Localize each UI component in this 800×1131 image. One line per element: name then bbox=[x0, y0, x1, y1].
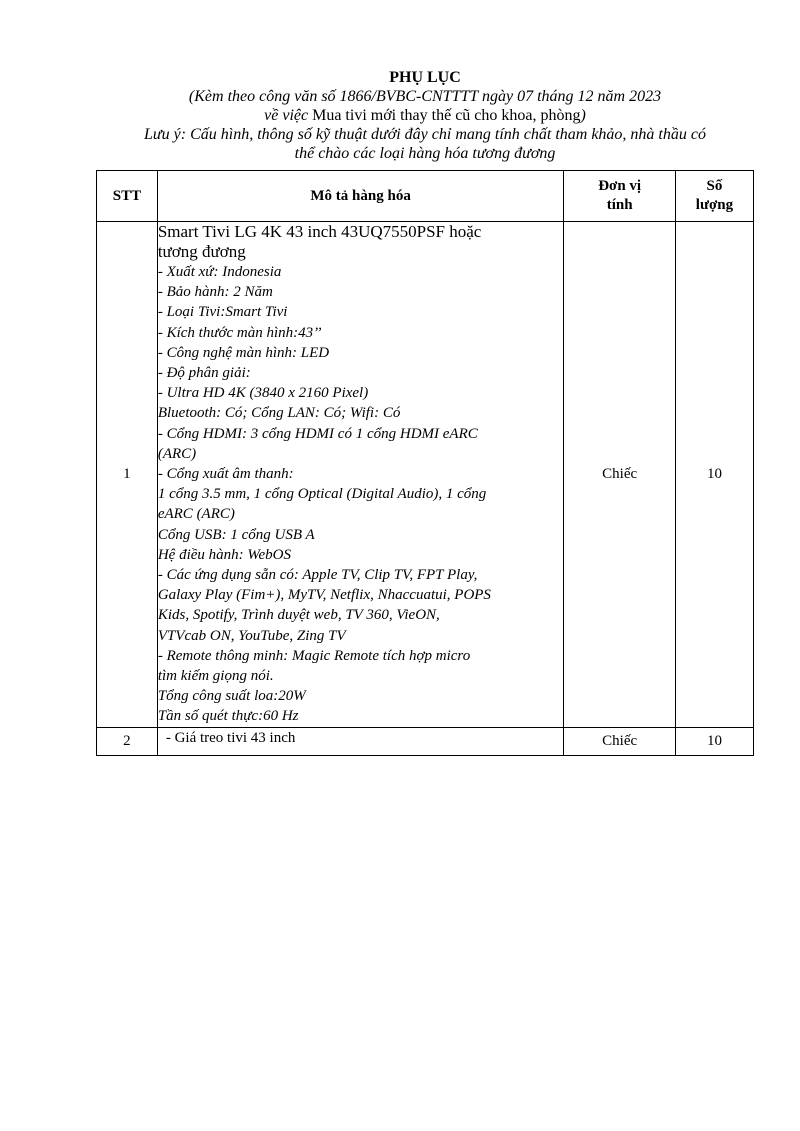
spec-line: Hệ điều hành: WebOS bbox=[157, 546, 291, 563]
subtitle-line-2 bbox=[96, 106, 754, 125]
row-1-unit: Chiếc bbox=[564, 222, 676, 728]
table-row bbox=[97, 727, 754, 755]
subtitle-line-2-prefix: về việc bbox=[264, 107, 309, 124]
header-unit-line-2: tính bbox=[606, 197, 633, 213]
spec-line: tìm kiếm giọng nói. bbox=[157, 668, 274, 685]
header-quantity bbox=[675, 171, 753, 222]
spec-line: Tổng công suất loa:20W bbox=[157, 688, 306, 705]
spec-line: Bluetooth: Có; Cổng LAN: Có; Wifi: Có bbox=[157, 405, 401, 422]
row-1-product-name-line-2: tương đương bbox=[157, 242, 246, 261]
note-line-2: thể chào các loại hàng hóa tương đương bbox=[294, 145, 556, 162]
header-qty-line-2: lượng bbox=[695, 197, 734, 213]
spec-line: eARC (ARC) bbox=[157, 506, 235, 523]
spec-line: - Độ phân giải: bbox=[157, 365, 251, 382]
header-stt: STT bbox=[97, 171, 158, 222]
row-2-description: - Giá treo tivi 43 inch bbox=[157, 727, 564, 755]
row-1-stt: 1 bbox=[97, 222, 158, 728]
spec-line: - Bảo hành: 2 Năm bbox=[157, 284, 273, 301]
row-2-stt: 2 bbox=[97, 727, 158, 755]
spec-line: Tần số quét thực:60 Hz bbox=[157, 708, 299, 725]
spec-line: VTVcab ON, YouTube, Zing TV bbox=[157, 627, 346, 644]
spec-line: - Remote thông minh: Magic Remote tích hợp micro bbox=[157, 647, 471, 664]
row-2-quantity: 10 bbox=[675, 727, 753, 755]
row-1-product-name-line-1: Smart Tivi LG 4K 43 inch 43UQ7550PSF hoặc bbox=[157, 222, 482, 241]
spec-line: - Công nghệ màn hình: LED bbox=[157, 344, 330, 361]
spec-line: Galaxy Play (Fim+), MyTV, Netflix, Nhaccuatui, POPS bbox=[157, 587, 491, 604]
spec-line: (ARC) bbox=[157, 445, 197, 462]
document-header bbox=[96, 68, 754, 163]
page-title: PHỤ LỤC bbox=[389, 69, 461, 86]
subtitle-line-1: (Kèm theo công văn số 1866/BVBC-CNTTTT ngày 07 tháng 12 năm 2023 bbox=[188, 88, 662, 105]
header-unit-line-1: Đơn vị bbox=[598, 178, 642, 194]
subtitle-line-2-body: Mua tivi mới thay thế cũ cho khoa, phòng bbox=[308, 107, 581, 124]
spec-line: Cổng USB: 1 cổng USB A bbox=[157, 526, 315, 543]
spec-line: - Cổng HDMI: 3 cổng HDMI có 1 cổng HDMI eARC bbox=[157, 425, 478, 442]
note-line-1: Lưu ý: Cấu hình, thông số kỹ thuật dưới đây chỉ mang tính chất tham khảo, nhà thầu có bbox=[144, 126, 706, 143]
spec-line: - Kích thước màn hình:43’’ bbox=[157, 324, 322, 341]
row-1-description bbox=[157, 222, 564, 728]
table-header-row bbox=[97, 171, 754, 222]
spec-line: Kids, Spotify, Trình duyệt web, TV 360, VieON, bbox=[157, 607, 440, 624]
row-2-unit: Chiếc bbox=[564, 727, 676, 755]
goods-table bbox=[96, 170, 754, 756]
spec-line: - Ultra HD 4K (3840 x 2160 Pixel) bbox=[157, 385, 369, 402]
row-1-quantity: 10 bbox=[675, 222, 753, 728]
spec-line: 1 cổng 3.5 mm, 1 cổng Optical (Digital Audio), 1 cổng bbox=[157, 486, 487, 503]
subtitle-line-2-suffix: ) bbox=[580, 107, 586, 124]
spec-line: - Xuất xứ: Indonesia bbox=[157, 264, 282, 280]
header-qty-line-1: Số bbox=[706, 178, 723, 194]
spec-line: - Các ứng dụng sẵn có: Apple TV, Clip TV, FPT Play, bbox=[157, 567, 478, 584]
spec-line: - Loại Tivi:Smart Tivi bbox=[157, 304, 288, 321]
header-description: Mô tả hàng hóa bbox=[157, 171, 564, 222]
spec-line: - Cổng xuất âm thanh: bbox=[157, 466, 294, 483]
header-unit bbox=[564, 171, 676, 222]
table-row bbox=[97, 222, 754, 728]
